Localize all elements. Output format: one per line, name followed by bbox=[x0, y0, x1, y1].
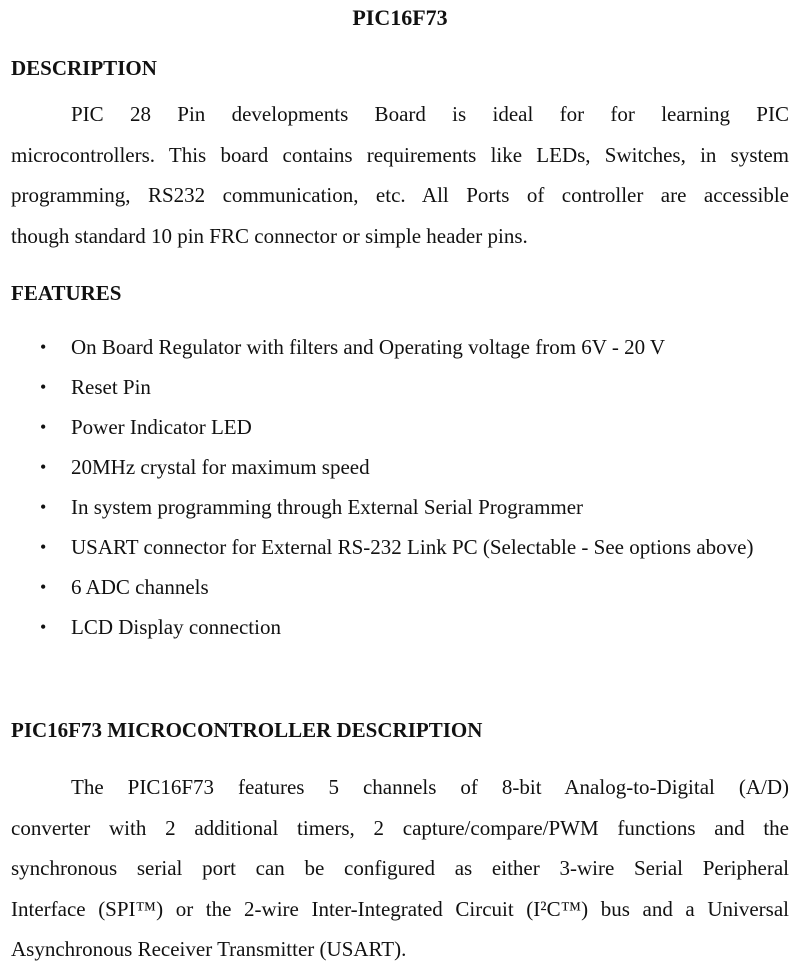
description-line-2: microcontrollers. This board contains requirements like LEDs, Switches, in system bbox=[11, 142, 789, 167]
mcu-description-line-5: Asynchronous Receiver Transmitter (USART). bbox=[11, 937, 407, 961]
feature-item bbox=[0, 487, 791, 527]
page-title: PIC16F73 bbox=[352, 5, 448, 30]
feature-text: LCD Display connection bbox=[71, 615, 281, 639]
feature-text: 6 ADC channels bbox=[71, 575, 209, 599]
mcu-description-line-2: converter with 2 additional timers, 2 capture/compare/PWM functions and the bbox=[11, 815, 789, 840]
bullet-icon: • bbox=[40, 417, 47, 437]
bullet-icon: • bbox=[40, 377, 47, 397]
bullet-icon: • bbox=[40, 577, 47, 597]
mcu-description-line-1: The PIC16F73 features 5 channels of 8-bit Analog-to-Digital (A/D) bbox=[71, 775, 789, 799]
feature-text: On Board Regulator with filters and Operating voltage from 6V - 20 V bbox=[71, 335, 666, 359]
description-line-3: programming, RS232 communication, etc. All Ports of controller are accessible bbox=[11, 183, 789, 207]
bullet-icon: • bbox=[40, 457, 47, 477]
feature-item bbox=[0, 367, 791, 407]
feature-item bbox=[0, 567, 791, 607]
mcu-description-paragraph bbox=[11, 767, 789, 970]
bullet-icon: • bbox=[40, 617, 47, 637]
mcu-description-line-3: synchronous serial port can be configured as either 3-wire Serial Peripheral bbox=[11, 856, 789, 880]
feature-text: In system programming through External Serial Programmer bbox=[71, 495, 584, 519]
bullet-icon: • bbox=[40, 537, 47, 557]
mcu-description-line-4: Interface (SPI™) or the 2-wire Inter-Integrated Circuit (I²C™) bus and a Universal bbox=[11, 896, 789, 921]
feature-text: USART connector for External RS-232 Link PC (Selectable - See options above) bbox=[71, 535, 754, 559]
features-heading: FEATURES bbox=[11, 281, 122, 305]
feature-item bbox=[0, 527, 791, 567]
features-list bbox=[0, 327, 800, 647]
feature-text: 20MHz crystal for maximum speed bbox=[71, 455, 370, 479]
bullet-icon: • bbox=[40, 337, 47, 357]
feature-item bbox=[0, 327, 791, 367]
feature-item bbox=[0, 407, 791, 447]
feature-item bbox=[0, 607, 791, 647]
description-line-4: though standard 10 pin FRC connector or simple header pins. bbox=[11, 223, 528, 248]
feature-text: Reset Pin bbox=[71, 375, 151, 399]
description-paragraph bbox=[11, 94, 789, 256]
feature-item bbox=[0, 447, 791, 487]
bullet-icon: • bbox=[40, 497, 47, 517]
feature-text: Power Indicator LED bbox=[71, 415, 252, 439]
description-heading: DESCRIPTION bbox=[11, 56, 157, 80]
description-line-1: PIC 28 Pin developments Board is ideal for for learning PIC bbox=[71, 102, 789, 126]
mcu-description-heading: PIC16F73 MICROCONTROLLER DESCRIPTION bbox=[11, 718, 483, 742]
